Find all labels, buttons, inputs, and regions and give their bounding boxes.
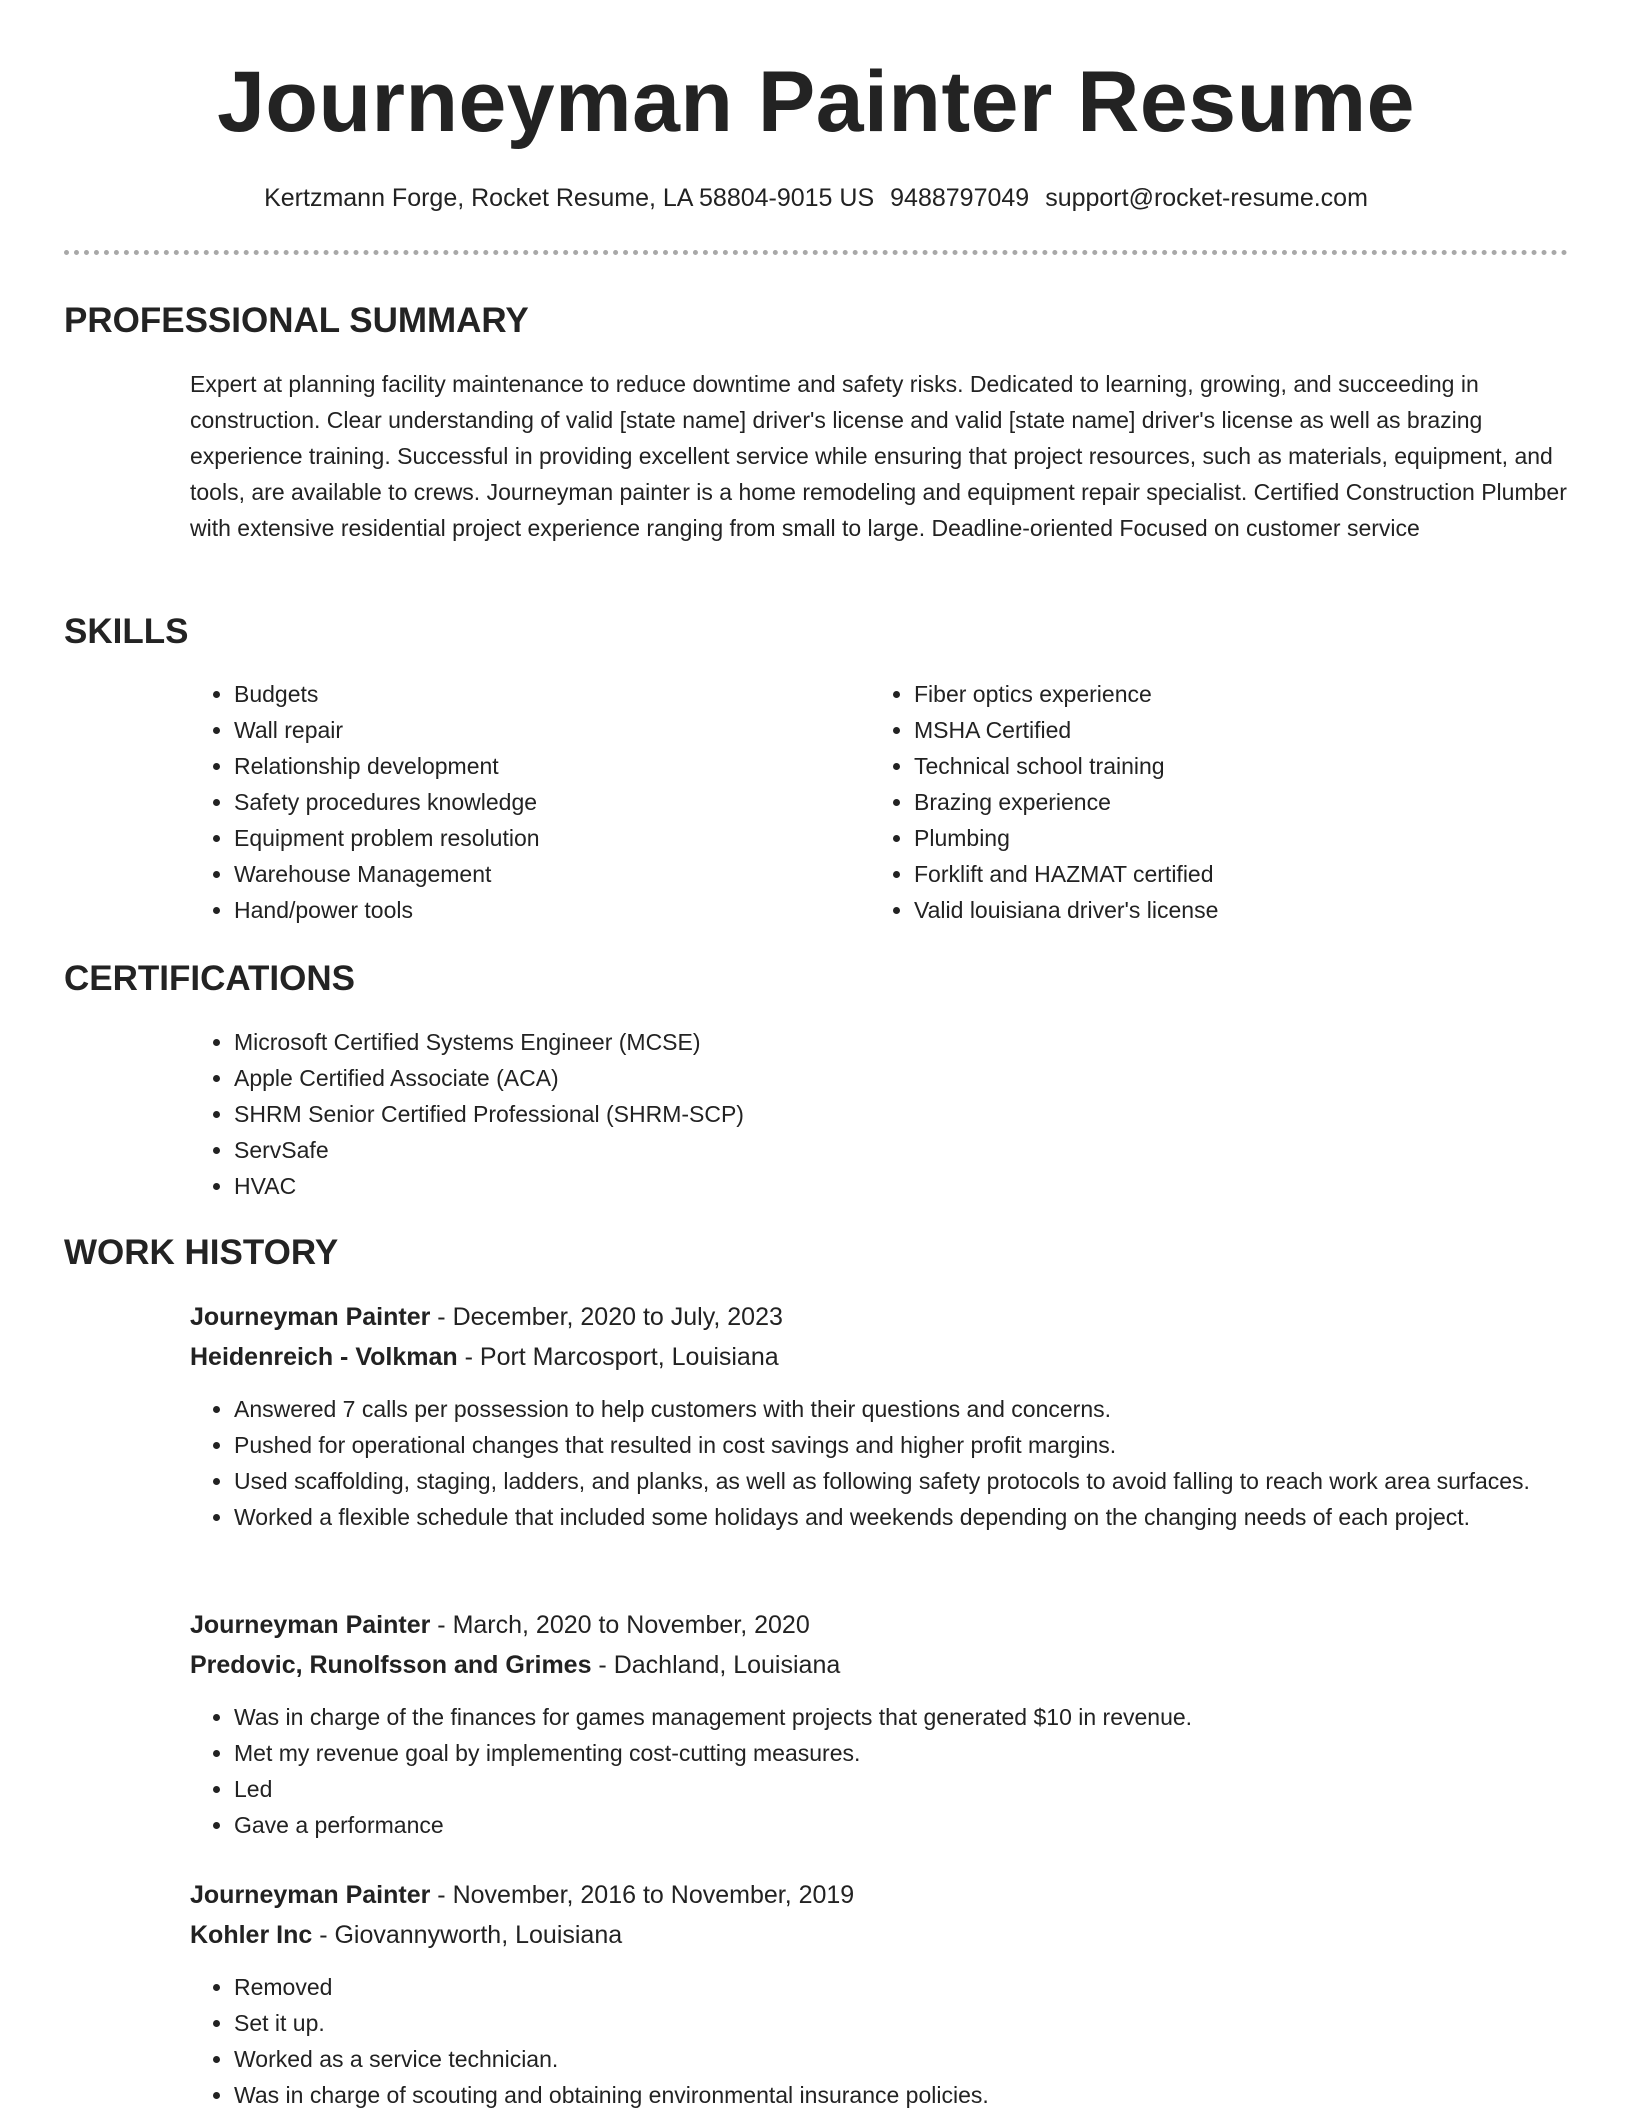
list-item: • Worked a flexible schedule that included some holidays and weekends depending on the changing needs of each project. (234, 1499, 1612, 1535)
list-item: • SHRM Senior Certified Professional (SHRM-SCP) (234, 1096, 1534, 1132)
section-title-work-history: WORK HISTORY (64, 1233, 339, 1272)
job-company-line (190, 1915, 1568, 1955)
contact-line (64, 180, 1568, 216)
list-item: • Forklift and HAZMAT certified (914, 856, 1554, 892)
contact-phone: 9488797049 (890, 184, 1030, 212)
job-company: Heidenreich - Volkman (190, 1343, 458, 1371)
list-item: • MSHA Certified (914, 712, 1554, 748)
job-bullets (190, 1391, 1612, 1535)
job-company: Predovic, Runolfsson and Grimes (190, 1651, 592, 1679)
list-item: • Used scaffolding, staging, ladders, and planks, as well as following safety protocols to avoid falling to reach work area surfaces. (234, 1463, 1612, 1499)
list-item: • Hand/power tools (234, 892, 854, 928)
list-item: • Fiber optics experience (914, 676, 1554, 712)
certifications-list (190, 1024, 1534, 1204)
resume-page (64, 0, 1568, 2112)
list-item: • Gave a performance (234, 1807, 1612, 1843)
job-company-line (190, 1645, 1568, 1685)
contact-email: support@rocket-resume.com (1045, 184, 1368, 212)
skills-list-left (190, 676, 854, 928)
job-company-line (190, 1337, 1568, 1377)
job-role: Journeyman Painter (190, 1303, 431, 1331)
list-item: • Was in charge of scouting and obtaining environmental insurance policies. (234, 2077, 1612, 2113)
job-role: Journeyman Painter (190, 1881, 431, 1909)
list-item: • Led (234, 1771, 1612, 1807)
job-location: - Giovannyworth, Louisiana (312, 1921, 623, 1949)
list-item: • Removed (234, 1969, 1612, 2005)
section-title-summary: PROFESSIONAL SUMMARY (64, 301, 529, 340)
list-item: • ServSafe (234, 1132, 1534, 1168)
list-item: • Valid louisiana driver's license (914, 892, 1554, 928)
job-dates: - March, 2020 to November, 2020 (430, 1611, 810, 1639)
list-item: • Equipment problem resolution (234, 820, 854, 856)
job-location: - Dachland, Louisiana (591, 1651, 841, 1679)
job-title-line (190, 1297, 1568, 1337)
job-bullets (190, 1699, 1612, 1843)
contact-address: Kertzmann Forge, Rocket Resume, LA 58804-9015 US (264, 184, 875, 212)
list-item: • Wall repair (234, 712, 854, 748)
skills-list-right (870, 676, 1554, 928)
section-title-certifications: CERTIFICATIONS (64, 959, 356, 998)
job-dates: - November, 2016 to November, 2019 (430, 1881, 855, 1909)
job-bullets (190, 1969, 1612, 2113)
list-item: • Brazing experience (914, 784, 1554, 820)
list-item: • Technical school training (914, 748, 1554, 784)
list-item: • HVAC (234, 1168, 1534, 1204)
summary-text: Expert at planning facility maintenance to reduce downtime and safety risks. Dedicated to learning, growing, and succeeding in construction. Clear understanding of valid [state name] driver's license and valid [state name] driver's license as well as brazing experience training. Successful in providing excellent service while ensuring that project resources, such as materials, equipment, and tools, are available to crews. Journeyman painter is a home remodeling and equipment repair specialist. Certified Construction Plumber with extensive residential project experience ranging from small to large. Deadline-oriented Focused on customer service (190, 371, 1567, 541)
list-item: • Set it up. (234, 2005, 1612, 2041)
list-item: • Microsoft Certified Systems Engineer (MCSE) (234, 1024, 1534, 1060)
list-item: • Relationship development (234, 748, 854, 784)
job-role: Journeyman Painter (190, 1611, 431, 1639)
list-item: • Apple Certified Associate (ACA) (234, 1060, 1534, 1096)
list-item: • Plumbing (914, 820, 1554, 856)
list-item: • Warehouse Management (234, 856, 854, 892)
list-item: • Answered 7 calls per possession to help customers with their questions and concerns. (234, 1391, 1612, 1427)
job-title-line (190, 1605, 1568, 1645)
section-title-skills: SKILLS (64, 612, 189, 651)
header-divider (64, 250, 1568, 255)
resume-title: Journeyman Painter Resume (217, 54, 1415, 150)
list-item: • Met my revenue goal by implementing cost-cutting measures. (234, 1735, 1612, 1771)
job-dates: - December, 2020 to July, 2023 (430, 1303, 783, 1331)
list-item: • Budgets (234, 676, 854, 712)
job-title-line (190, 1875, 1568, 1915)
list-item: • Pushed for operational changes that resulted in cost savings and higher profit margins. (234, 1427, 1612, 1463)
list-item: • Was in charge of the finances for games management projects that generated $10 in revenue. (234, 1699, 1612, 1735)
job-location: - Port Marcosport, Louisiana (457, 1343, 779, 1371)
job-company: Kohler Inc (190, 1921, 313, 1949)
list-item: • Safety procedures knowledge (234, 784, 854, 820)
list-item: • Worked as a service technician. (234, 2041, 1612, 2077)
